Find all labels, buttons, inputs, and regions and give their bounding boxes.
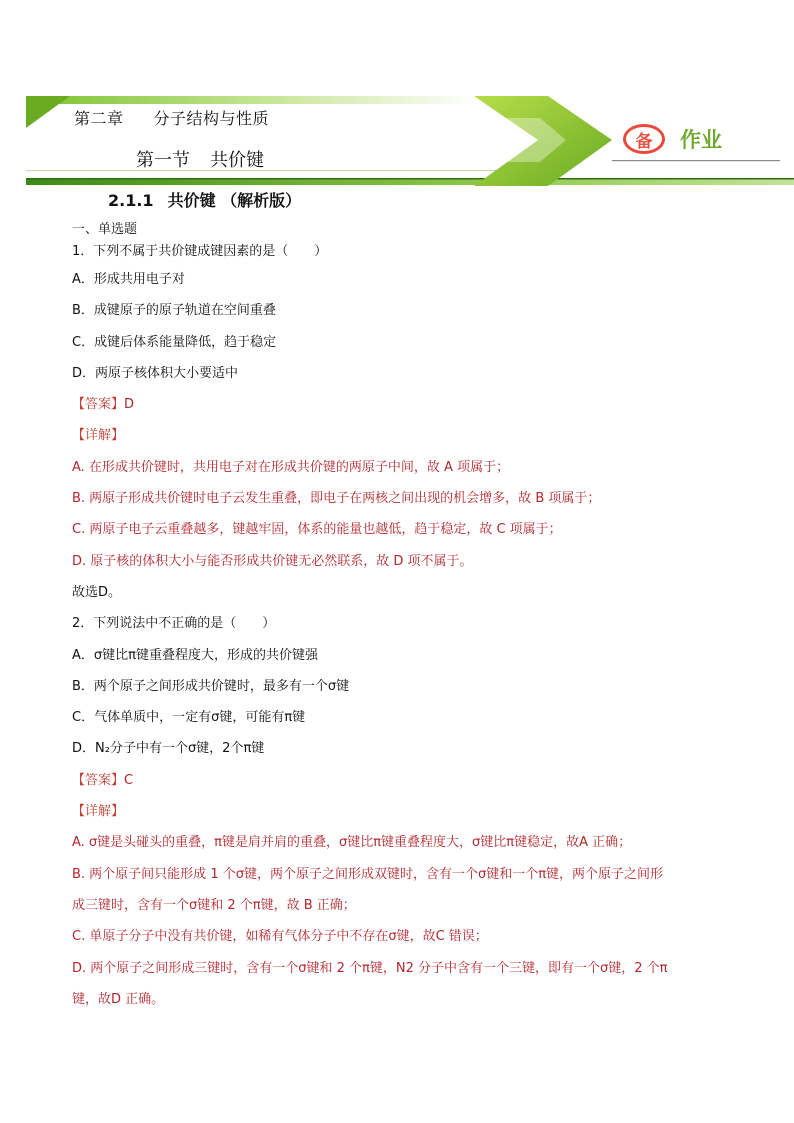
option-b: B．成键原子的原子轨道在空间重叠 bbox=[72, 303, 276, 319]
section-title: 共价键 bbox=[210, 150, 264, 171]
explanation-b-line1: B. 两个原子间只能形成 1 个σ键，两个原子之间形成双键时，含有一个σ键和一个π键，两个原子之间形 bbox=[72, 866, 664, 882]
chapter-title: 分子结构与性质 bbox=[153, 109, 270, 128]
option-d: D．N₂分子中有一个σ键，2个π键 bbox=[72, 741, 265, 757]
option-b: B．两个原子之间形成共价键时，最多有一个σ键 bbox=[72, 678, 350, 694]
explanation-d-line1: D. 两个原子之间形成三键时，含有一个σ键和 2 个π键，N2 分子中含有一个三键，即有一个σ键，2 个π bbox=[72, 960, 668, 976]
answer-line bbox=[72, 765, 732, 796]
option-c: C．成键后体系能量降低，趋于稳定 bbox=[72, 334, 277, 350]
document-number: 2.1.1 bbox=[108, 191, 154, 210]
option-d: D．两原子核体积大小要适中 bbox=[72, 365, 239, 381]
header-banner-graphic bbox=[0, 0, 794, 200]
explanation-b: B. 两原子形成共价键时电子云发生重叠，即电子在两核之间出现的机会增多，故 B 项属于； bbox=[72, 491, 601, 507]
explanation-b-line2: 成三键时，含有一个σ键和 2 个π键，故 B 正确； bbox=[72, 897, 356, 913]
badge-label: 作业 bbox=[680, 128, 722, 152]
conclusion: 故选D。 bbox=[72, 584, 122, 600]
section-number: 第一节 bbox=[136, 150, 190, 171]
question-stem: 1．下列不属于共价键成键因素的是（ ） bbox=[72, 244, 328, 259]
option-a: A．σ键比π键重叠程度大，形成的共价键强 bbox=[72, 647, 318, 663]
explanation-c: C. 单原子分子中没有共价键，如稀有气体分子中不存在σ键，故C 错误； bbox=[72, 929, 488, 945]
chapter-heading bbox=[74, 106, 269, 129]
explanation-d: D. 原子核的体积大小与能否形成共价键无必然联系，故 D 项不属于。 bbox=[72, 553, 473, 569]
question-type-heading: 一、单选题 bbox=[72, 222, 138, 237]
badge-char: 备 bbox=[635, 131, 653, 152]
option-a: A．形成共用电子对 bbox=[72, 272, 185, 287]
answer-line bbox=[72, 389, 732, 420]
detail-label: 【详解】 bbox=[72, 804, 125, 820]
detail-label: 【详解】 bbox=[72, 428, 125, 444]
explanation-d-line2: 键，故D 正确。 bbox=[72, 991, 165, 1007]
document-title-text: 共价键 （解析版） bbox=[167, 191, 302, 210]
answer-label: 【答案】 bbox=[72, 772, 125, 788]
badge-icon bbox=[623, 124, 665, 154]
question-2 bbox=[72, 608, 732, 1015]
page-header bbox=[0, 0, 794, 200]
question-1 bbox=[72, 240, 732, 608]
explanation-a: A. σ键是头碰头的重叠，π键是肩并肩的重叠，σ键比π键重叠程度大，σ键比π键稳定，故A 正确； bbox=[72, 835, 632, 851]
explanation-a: A. 在形成共价键时，共用电子对在形成共价键的两原子中间，故 A 项属于； bbox=[72, 459, 510, 475]
document-body bbox=[72, 220, 732, 1015]
section-heading bbox=[136, 146, 264, 172]
answer-value: C bbox=[124, 772, 134, 788]
document-title bbox=[108, 188, 301, 211]
explanation-c: C. 两原子电子云重叠越多，键越牢固，体系的能量也越低，趋于稳定，故 C 项属于； bbox=[72, 522, 562, 538]
question-stem: 2．下列说法中不正确的是（ ） bbox=[72, 616, 276, 632]
option-c: C．气体单质中，一定有σ键，可能有π键 bbox=[72, 710, 306, 726]
answer-label: 【答案】 bbox=[72, 397, 125, 413]
answer-value: D bbox=[124, 397, 135, 413]
chapter-number: 第二章 bbox=[74, 109, 124, 128]
